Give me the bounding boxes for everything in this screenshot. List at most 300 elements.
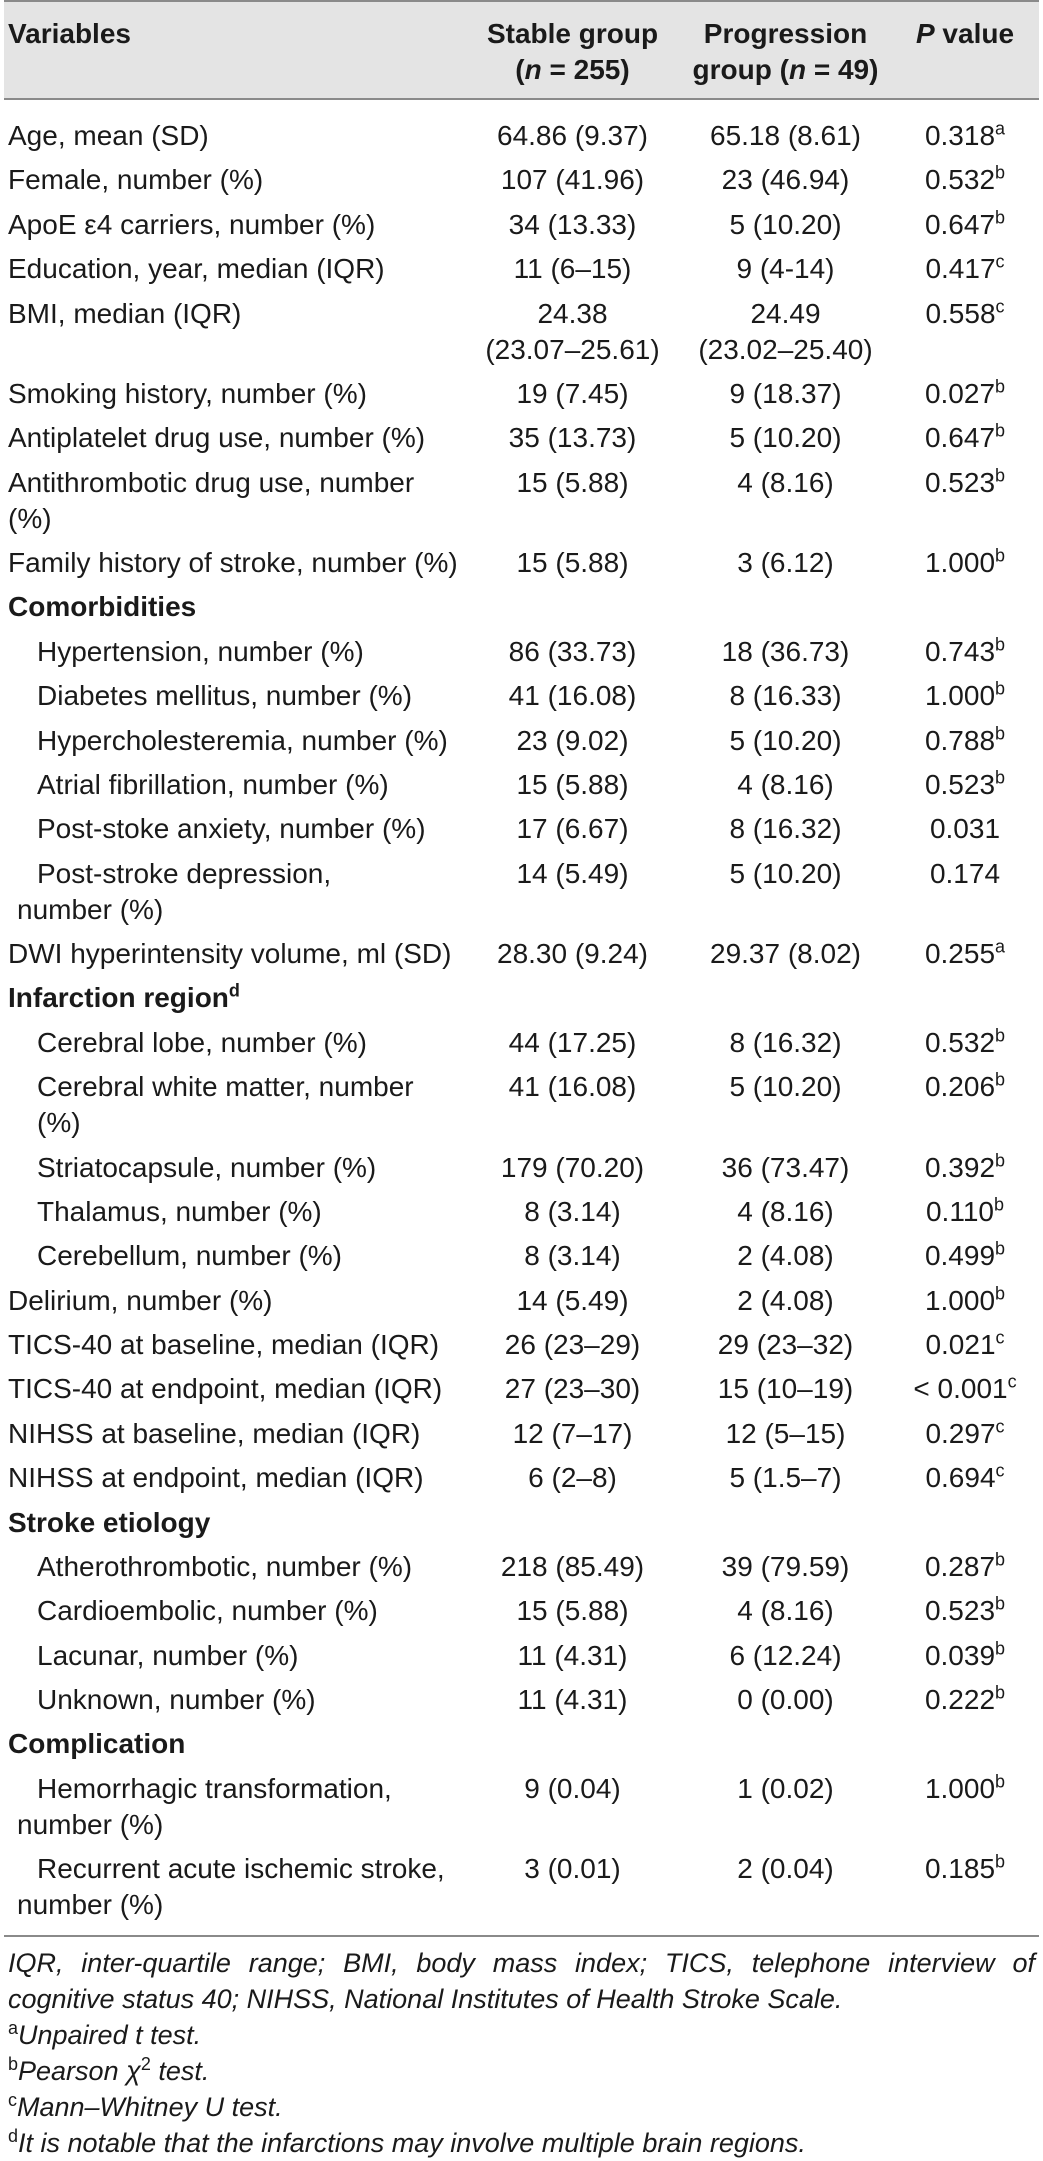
p-value: 0.499 <box>924 1240 996 1272</box>
variable-cell <box>4 1190 467 1234</box>
progression-cell <box>680 372 893 416</box>
stable-cell <box>467 1278 680 1322</box>
variable-label: TICS-40 at endpoint, median (IQR) <box>8 1373 443 1405</box>
progression-value: 9 (18.37) <box>729 377 842 409</box>
p-value-cell <box>893 932 1039 976</box>
stable-value: 19 (7.45) <box>516 377 629 409</box>
stable-value: 44 (17.25) <box>508 1026 637 1058</box>
progression-cell <box>680 976 893 1020</box>
stable-value: 17 (6.67) <box>516 813 629 845</box>
p-value-footnote-mark: b <box>995 376 1006 397</box>
stable-value: 14 (5.49) <box>516 1284 629 1316</box>
variable-label-continued: number (%) <box>17 893 164 925</box>
p-value-cell <box>893 1500 1039 1544</box>
stable-cell <box>467 416 680 460</box>
progression-cell <box>680 1190 893 1234</box>
progression-cell <box>680 718 893 762</box>
progression-cell <box>680 1633 893 1677</box>
p-value-footnote-mark: c <box>995 1416 1005 1437</box>
table-row <box>4 718 1039 762</box>
variable-label: Family history of stroke, number (%) <box>8 547 458 578</box>
variable-cell <box>4 1722 467 1766</box>
variable-cell <box>4 1021 467 1065</box>
header-stable-paren: ( <box>515 54 525 85</box>
variable-label: Age, mean (SD) <box>8 120 209 151</box>
table-row <box>4 203 1039 247</box>
progression-cell <box>680 158 893 202</box>
p-value: < 0.001 <box>913 1373 1008 1405</box>
table-row <box>4 763 1039 807</box>
stable-cell <box>467 932 680 976</box>
footnote-c-text: Mann–Whitney U test. <box>17 2092 283 2123</box>
table-row <box>4 1367 1039 1411</box>
footnote-a-text: Unpaired t test. <box>18 2020 202 2051</box>
p-value: 0.523 <box>924 1595 996 1627</box>
variable-cell <box>4 1234 467 1278</box>
variable-cell <box>4 976 467 1020</box>
table-row <box>4 1847 1039 1935</box>
stable-cell <box>467 763 680 807</box>
p-value-footnote-mark: b <box>995 1771 1006 1792</box>
p-value-cell <box>893 416 1039 460</box>
section-row <box>4 976 1039 1020</box>
p-value-footnote-mark: b <box>995 1025 1006 1046</box>
variable-cell <box>4 630 467 674</box>
table-row <box>4 541 1039 585</box>
progression-value: 12 (5–15) <box>725 1417 846 1449</box>
p-value: 0.694 <box>925 1462 996 1494</box>
variable-cell <box>4 1589 467 1633</box>
p-value: 0.185 <box>924 1853 996 1885</box>
header-progression-group <box>680 1 893 99</box>
stable-value: 26 (23–29) <box>504 1329 641 1360</box>
stable-cell <box>467 851 680 931</box>
p-value-footnote-mark: b <box>995 465 1006 486</box>
stable-value: 64.86 (9.37) <box>497 120 648 151</box>
progression-value: 5 (10.20) <box>729 724 842 756</box>
progression-value: 6 (12.24) <box>729 1639 842 1671</box>
variable-label: Recurrent acute ischemic stroke, <box>37 1853 445 1885</box>
footnote-b-text: Pearson χ <box>18 2056 141 2087</box>
progression-value: 8 (16.32) <box>729 813 842 845</box>
stable-value: 41 (16.08) <box>508 1071 637 1103</box>
p-value: 0.523 <box>924 768 996 800</box>
p-value: 1.000 <box>924 1772 996 1804</box>
stable-value-range: (23.07–25.61) <box>485 333 660 365</box>
p-value-cell <box>893 1367 1039 1411</box>
progression-value: 15 (10–19) <box>717 1373 854 1405</box>
table-row <box>4 932 1039 976</box>
progression-cell <box>680 1065 893 1145</box>
variable-cell <box>4 1633 467 1677</box>
p-value-cell <box>893 630 1039 674</box>
footnote-d <box>8 2125 1035 2161</box>
stable-cell <box>467 1767 680 1847</box>
footnote-a-mark: a <box>8 2018 19 2039</box>
progression-cell <box>680 291 893 371</box>
p-value-footnote-mark: b <box>995 1069 1006 1090</box>
header-stable-count: = 255) <box>541 54 630 85</box>
variable-label: Smoking history, number (%) <box>8 377 367 409</box>
p-value-cell <box>893 976 1039 1020</box>
progression-cell <box>680 585 893 629</box>
p-value-cell <box>893 718 1039 762</box>
p-value-cell <box>893 1145 1039 1189</box>
p-value-footnote-mark: c <box>995 251 1005 272</box>
progression-cell <box>680 99 893 158</box>
variable-label: Post-stoke anxiety, number (%) <box>37 813 426 845</box>
variable-cell <box>4 1323 467 1367</box>
table-body <box>4 99 1039 1935</box>
variable-label: Hemorrhagic transformation, <box>37 1772 392 1804</box>
stable-value: 179 (70.20) <box>500 1151 645 1183</box>
variable-label: Comorbidities <box>8 591 197 623</box>
variable-label: Infarction region <box>8 982 229 1014</box>
p-value-footnote-mark: b <box>995 163 1006 184</box>
variable-cell <box>4 807 467 851</box>
variable-cell <box>4 674 467 718</box>
stable-cell <box>467 1722 680 1766</box>
progression-value: 9 (4-14) <box>736 253 835 285</box>
stable-cell <box>467 674 680 718</box>
variable-label: Hypertension, number (%) <box>37 635 364 667</box>
variable-label: Cardioembolic, number (%) <box>37 1595 378 1627</box>
stable-cell <box>467 1234 680 1278</box>
p-value-cell <box>893 1065 1039 1145</box>
variable-label: Diabetes mellitus, number (%) <box>37 680 413 712</box>
stable-cell <box>467 291 680 371</box>
progression-value: 36 (73.47) <box>721 1151 850 1183</box>
stable-value: 11 (4.31) <box>517 1684 628 1715</box>
table-row <box>4 460 1039 540</box>
p-value-cell <box>893 372 1039 416</box>
progression-cell <box>680 1500 893 1544</box>
p-value-footnote-mark: c <box>1007 1372 1017 1393</box>
progression-cell <box>680 674 893 718</box>
table-row <box>4 99 1039 158</box>
p-value-footnote-mark: b <box>995 1638 1006 1659</box>
variable-label: DWI hyperintensity volume, ml (SD) <box>8 938 452 969</box>
table-row <box>4 158 1039 202</box>
progression-cell <box>680 851 893 931</box>
progression-value: 2 (0.04) <box>737 1853 834 1885</box>
stable-cell <box>467 203 680 247</box>
stable-cell <box>467 1065 680 1145</box>
footnote-b-superscript: 2 <box>140 2054 151 2075</box>
p-value-footnote-mark: c <box>995 1327 1005 1348</box>
variable-cell <box>4 1847 467 1935</box>
p-value-cell <box>893 1234 1039 1278</box>
p-value-footnote-mark: b <box>995 207 1006 228</box>
table-row <box>4 1589 1039 1633</box>
p-value: 1.000 <box>924 1284 996 1316</box>
variable-cell <box>4 203 467 247</box>
stable-value: 15 (5.88) <box>516 1595 629 1627</box>
p-value: 0.027 <box>924 377 996 409</box>
variable-label: Atrial fibrillation, number (%) <box>37 768 389 800</box>
section-row <box>4 585 1039 629</box>
progression-cell <box>680 1412 893 1456</box>
p-value: 0.523 <box>924 466 996 498</box>
stable-cell <box>467 1145 680 1189</box>
table-footnotes <box>4 1935 1039 2161</box>
stable-cell <box>467 1323 680 1367</box>
header-variables <box>4 1 467 99</box>
stable-cell <box>467 1847 680 1935</box>
table-row <box>4 1145 1039 1189</box>
progression-value: 3 (6.12) <box>737 547 834 578</box>
variable-cell <box>4 1678 467 1722</box>
progression-value: 24.49 <box>750 297 821 329</box>
table-row <box>4 416 1039 460</box>
stable-cell <box>467 247 680 291</box>
progression-value: 0 (0.00) <box>737 1684 834 1715</box>
p-value: 0.392 <box>924 1151 996 1183</box>
p-value: 0.558 <box>925 297 996 329</box>
p-value: 0.039 <box>924 1639 996 1671</box>
progression-cell <box>680 247 893 291</box>
footnote-b-text-end: test. <box>150 2056 210 2087</box>
footnote-b <box>8 2053 1035 2089</box>
progression-cell <box>680 630 893 674</box>
stable-cell <box>467 1367 680 1411</box>
stable-value: 35 (13.73) <box>508 422 637 454</box>
variable-label: Female, number (%) <box>8 164 264 196</box>
footnote-a <box>8 2017 1035 2053</box>
p-value-cell <box>893 1456 1039 1500</box>
p-value-footnote-mark: b <box>995 1283 1006 1304</box>
p-value-cell <box>893 851 1039 931</box>
progression-cell <box>680 541 893 585</box>
variable-cell <box>4 291 467 371</box>
p-value-footnote-mark: a <box>995 118 1006 139</box>
stable-value: 27 (23–30) <box>504 1373 641 1405</box>
stable-cell <box>467 585 680 629</box>
stable-value: 28.30 (9.24) <box>497 938 648 969</box>
variable-cell <box>4 372 467 416</box>
variable-cell <box>4 1065 467 1145</box>
table-row <box>4 1767 1039 1847</box>
p-value-cell <box>893 247 1039 291</box>
variable-label: Cerebral lobe, number (%) <box>37 1026 367 1058</box>
p-value-cell <box>893 1633 1039 1677</box>
variable-cell <box>4 460 467 540</box>
table-row <box>4 247 1039 291</box>
stable-value: 6 (2–8) <box>528 1462 617 1494</box>
stable-cell <box>467 1456 680 1500</box>
p-value: 0.021 <box>925 1329 996 1360</box>
stable-value: 11 (6–15) <box>513 253 632 285</box>
section-footnote-mark: d <box>228 981 240 1002</box>
p-value-cell <box>893 763 1039 807</box>
progression-value: 39 (79.59) <box>721 1550 850 1582</box>
progression-cell <box>680 1722 893 1766</box>
variable-cell <box>4 1767 467 1847</box>
table-row <box>4 807 1039 851</box>
progression-value: 5 (10.20) <box>729 857 842 889</box>
variable-label: NIHSS at endpoint, median (IQR) <box>8 1462 424 1494</box>
p-value: 0.110 <box>925 1195 994 1227</box>
p-value-footnote-mark: b <box>995 1238 1006 1259</box>
p-value-cell <box>893 674 1039 718</box>
p-value-footnote-mark: c <box>995 296 1005 317</box>
progression-cell <box>680 1678 893 1722</box>
p-value-cell <box>893 1767 1039 1847</box>
header-stable-n: n <box>524 54 542 85</box>
progression-cell <box>680 1589 893 1633</box>
variable-label: Post-stroke depression, <box>37 857 332 889</box>
p-value-footnote-mark: b <box>995 1682 1006 1703</box>
variable-cell <box>4 718 467 762</box>
progression-value: 4 (8.16) <box>737 1595 834 1627</box>
footnote-c <box>8 2089 1035 2125</box>
p-value-cell <box>893 585 1039 629</box>
stable-value: 3 (0.01) <box>524 1853 621 1885</box>
variable-cell <box>4 99 467 158</box>
variable-label: Hypercholesteremia, number (%) <box>37 724 448 756</box>
variable-label: BMI, median (IQR) <box>8 297 242 329</box>
table-row <box>4 851 1039 931</box>
stable-value: 107 (41.96) <box>500 164 645 196</box>
variable-cell <box>4 851 467 931</box>
p-value-footnote-mark: a <box>995 936 1006 957</box>
progression-value: 65.18 (8.61) <box>710 120 861 151</box>
p-value-footnote-mark: b <box>995 723 1006 744</box>
stable-cell <box>467 1589 680 1633</box>
variable-cell <box>4 585 467 629</box>
stable-cell <box>467 807 680 851</box>
variable-label: Delirium, number (%) <box>8 1284 273 1316</box>
table-row <box>4 674 1039 718</box>
p-value-cell <box>893 1021 1039 1065</box>
progression-cell <box>680 416 893 460</box>
stable-value: 218 (85.49) <box>500 1550 645 1582</box>
section-row <box>4 1500 1039 1544</box>
progression-value: 1 (0.02) <box>737 1772 834 1804</box>
variable-cell <box>4 763 467 807</box>
p-value: 0.743 <box>924 635 996 667</box>
p-value-footnote-mark: b <box>995 420 1006 441</box>
header-p-rest: value <box>934 18 1015 49</box>
progression-cell <box>680 1145 893 1189</box>
progression-value: 4 (8.16) <box>737 1195 834 1227</box>
header-progression-line1: Progression <box>703 18 868 49</box>
variable-cell <box>4 541 467 585</box>
progression-value: 29 (23–32) <box>717 1329 854 1360</box>
stable-cell <box>467 541 680 585</box>
header-stable-line1: Stable group <box>486 18 659 49</box>
table-row <box>4 1190 1039 1234</box>
p-value: 0.287 <box>924 1550 996 1582</box>
progression-value: 29.37 (8.02) <box>710 938 861 969</box>
p-value-cell <box>893 158 1039 202</box>
variable-label: Antithrombotic drug use, number (%) <box>8 466 415 534</box>
table-row <box>4 630 1039 674</box>
progression-value: 5 (10.20) <box>729 208 842 240</box>
p-value-cell <box>893 541 1039 585</box>
progression-cell <box>680 1234 893 1278</box>
progression-value-range: (23.02–25.40) <box>698 333 873 365</box>
footnote-b-mark: b <box>8 2054 19 2075</box>
footnote-abbreviations: IQR, inter-quartile range; BMI, body mass index; TICS, telephone interview of cognitive status 40; NIHSS, National Institutes of Health Stroke Scale. <box>8 1948 1035 2015</box>
variable-label: ApoE ε4 carriers, number (%) <box>8 208 376 240</box>
p-value-cell <box>893 1589 1039 1633</box>
p-value-cell <box>893 807 1039 851</box>
p-value-footnote-mark: b <box>995 1851 1006 1872</box>
variable-cell <box>4 416 467 460</box>
stable-value: 12 (7–17) <box>512 1417 633 1449</box>
variable-label: Stroke etiology <box>8 1506 211 1538</box>
stable-value: 23 (9.02) <box>516 724 629 756</box>
p-value: 0.222 <box>924 1684 996 1715</box>
table-row <box>4 1234 1039 1278</box>
variable-label: Striatocapsule, number (%) <box>37 1151 377 1183</box>
p-value-cell <box>893 99 1039 158</box>
progression-cell <box>680 1323 893 1367</box>
progression-value: 8 (16.33) <box>729 680 842 712</box>
stable-cell <box>467 1678 680 1722</box>
stable-value: 15 (5.88) <box>516 466 629 498</box>
p-value: 0.031 <box>929 813 1001 845</box>
p-value-footnote-mark: b <box>995 767 1006 788</box>
p-value: 0.174 <box>929 857 1001 889</box>
variable-cell <box>4 1412 467 1456</box>
table-row <box>4 1065 1039 1145</box>
p-value-footnote-mark: c <box>995 1460 1005 1481</box>
table-row <box>4 291 1039 371</box>
variable-cell <box>4 1500 467 1544</box>
p-value-footnote-mark: b <box>995 678 1006 699</box>
stable-cell <box>467 1190 680 1234</box>
p-value: 0.318 <box>924 120 996 151</box>
stable-value: 34 (13.33) <box>508 208 637 240</box>
characteristics-table <box>4 0 1039 1935</box>
p-value-footnote-mark: b <box>995 1549 1006 1570</box>
variable-label: Antiplatelet drug use, number (%) <box>8 422 426 454</box>
table-row <box>4 1021 1039 1065</box>
variable-label-continued: number (%) <box>17 1889 164 1921</box>
progression-cell <box>680 1545 893 1589</box>
p-value-cell <box>893 1545 1039 1589</box>
variable-cell <box>4 1145 467 1189</box>
progression-value: 2 (4.08) <box>737 1240 834 1272</box>
stable-value: 11 (4.31) <box>517 1639 628 1671</box>
p-value-cell <box>893 291 1039 371</box>
header-stable-group <box>467 1 680 99</box>
progression-value: 2 (4.08) <box>737 1284 834 1316</box>
footnote-d-text: It is notable that the infarctions may involve multiple brain regions. <box>18 2128 806 2159</box>
variable-cell <box>4 932 467 976</box>
stable-value: 8 (3.14) <box>524 1240 621 1272</box>
p-value: 1.000 <box>924 680 996 712</box>
progression-cell <box>680 807 893 851</box>
variable-cell <box>4 1456 467 1500</box>
p-value: 0.647 <box>924 422 996 454</box>
progression-value: 4 (8.16) <box>737 768 834 800</box>
p-value: 0.206 <box>924 1071 996 1103</box>
p-value-footnote-mark: b <box>993 1194 1004 1215</box>
progression-value: 5 (10.20) <box>729 422 842 454</box>
variable-label: Cerebral white matter, number (%) <box>37 1071 414 1139</box>
progression-cell <box>680 203 893 247</box>
variable-label: Thalamus, number (%) <box>37 1195 322 1227</box>
stable-value: 24.38 <box>537 297 608 329</box>
p-value-cell <box>893 1847 1039 1935</box>
stable-value: 14 (5.49) <box>516 857 629 889</box>
variable-cell <box>4 247 467 291</box>
table-row <box>4 1323 1039 1367</box>
stable-cell <box>467 1412 680 1456</box>
